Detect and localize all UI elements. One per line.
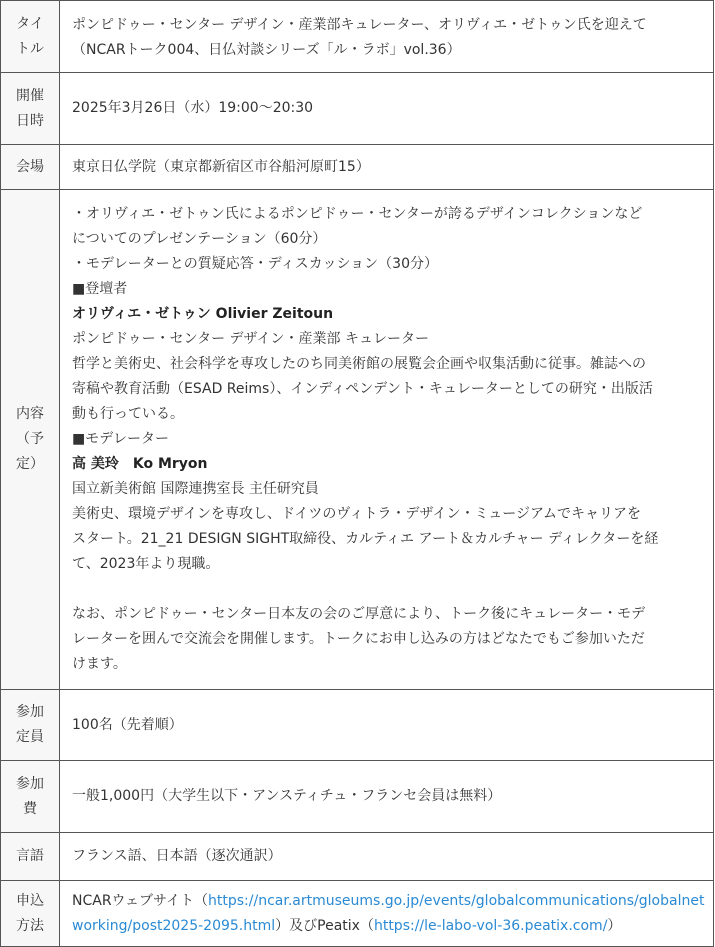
label-fee-line-1: 参加 [16, 775, 44, 792]
value-fee: 一般1,000円（大学生以下・アンスティチュ・フランセ会員は無料） [60, 761, 714, 833]
speaker-heading: ■登壇者 [72, 281, 128, 297]
value-apply [60, 881, 714, 947]
speaker-name: オリヴィエ・ゼトゥン Olivier Zeitoun [72, 306, 334, 322]
row-apply [1, 881, 714, 947]
value-venue: 東京日仏学院（東京都新宿区市谷船河原町15） [60, 145, 714, 190]
label-venue-text: 会場 [16, 158, 44, 175]
label-apply [1, 881, 60, 947]
row-datetime [1, 73, 714, 145]
label-content-line-1: 内容 [16, 406, 44, 422]
label-datetime-line-1: 開催 [16, 87, 44, 104]
value-language: フランス語、日本語（逐次通訳） [60, 833, 714, 881]
moderator-name: 高 美玲 Ko Mryon [72, 456, 208, 472]
program-item-1a: ・オリヴィエ・ゼトゥン氏によるポンピドゥー・センターが誇るデザインコレクションなど [72, 206, 643, 222]
label-datetime [1, 73, 60, 145]
label-fee-line-2: 費 [23, 800, 37, 817]
speaker-title: ポンピドゥー・センター デザイン・産業部 キュレーター [72, 331, 430, 347]
label-content [1, 190, 60, 690]
label-apply-line-1: 申込 [16, 892, 44, 909]
moderator-heading: ■モデレーター [72, 431, 169, 447]
speaker-bio-line-2: 寄稿や教育活動（ESAD Reims）、インディペンデント・キュレーターとしての研究・出版活 [72, 381, 653, 397]
note-line-2: レーターを囲んで交流会を開催します。トークにお申し込みの方はどなたでもご参加いただ [72, 631, 645, 647]
row-capacity [1, 690, 714, 761]
label-capacity-line-2: 定員 [16, 729, 44, 745]
value-title [60, 1, 714, 73]
label-capacity-line-1: 参加 [16, 704, 44, 720]
row-content [1, 190, 714, 690]
label-venue [1, 145, 60, 190]
title-line-2: （NCARトーク004、日仏対談シリーズ「ル・ラボ」vol.36） [72, 42, 461, 58]
ncar-link-part-1[interactable]: https://ncar.artmuseums.go.jp/events/globalcommunications/globalnet [208, 892, 705, 909]
row-venue [1, 145, 714, 190]
label-content-line-2: （予 [16, 431, 44, 447]
value-capacity: 100名（先着順） [60, 690, 714, 761]
label-content-line-3: 定） [16, 456, 44, 472]
note-line-3: けます。 [72, 656, 127, 672]
peatix-link[interactable]: https://le-labo-vol-36.peatix.com/ [373, 917, 608, 934]
moderator-bio-line-2: スタート。21_21 DESIGN SIGHT取締役、カルティエ アート＆カルチャー ディレクターを経 [72, 531, 659, 547]
value-content [60, 190, 714, 690]
ncar-link-part-2[interactable]: working/post2025-2095.html [72, 917, 276, 934]
apply-prefix: NCARウェブサイト（ [72, 892, 209, 909]
speaker-bio-line-3: 動も行っている。 [72, 406, 184, 422]
label-datetime-line-2: 日時 [16, 112, 44, 129]
label-title-line-2: トル [16, 40, 44, 57]
moderator-bio-line-3: て、2023年より現職。 [72, 556, 220, 572]
program-item-1b: についてのプレゼンテーション（60分） [72, 231, 327, 247]
label-language [1, 833, 60, 881]
title-line-1: ポンピドゥー・センター デザイン・産業部キュレーター、オリヴィエ・ゼトゥン氏を迎えて [72, 17, 647, 33]
speaker-bio-line-1: 哲学と美術史、社会科学を専攻したのち同美術館の展覧会企画や収集活動に従事。雑誌への [72, 356, 646, 372]
moderator-title: 国立新美術館 国際連携室長 主任研究員 [72, 481, 319, 497]
moderator-bio-line-1: 美術史、環境デザインを専攻し、ドイツのヴィトラ・デザイン・ミュージアムでキャリアを [72, 506, 641, 522]
label-apply-line-2: 方法 [16, 917, 44, 934]
note-line-1: なお、ポンピドゥー・センター日本友の会のご厚意により、トーク後にキュレーター・モデ [72, 606, 646, 622]
label-capacity [1, 690, 60, 761]
apply-suffix: ） [607, 917, 622, 934]
row-title [1, 1, 714, 73]
label-fee [1, 761, 60, 833]
value-datetime: 2025年3月26日（水）19:00〜20:30 [60, 73, 714, 145]
row-fee [1, 761, 714, 833]
label-title [1, 1, 60, 73]
row-language [1, 833, 714, 881]
program-item-2: ・モデレーターとの質疑応答・ディスカッション（30分） [72, 256, 438, 272]
apply-middle: ）及びPeatix（ [275, 917, 374, 934]
content-spacer [72, 577, 707, 602]
label-language-text: 言語 [16, 848, 44, 864]
label-title-line-1: タイ [16, 15, 44, 32]
